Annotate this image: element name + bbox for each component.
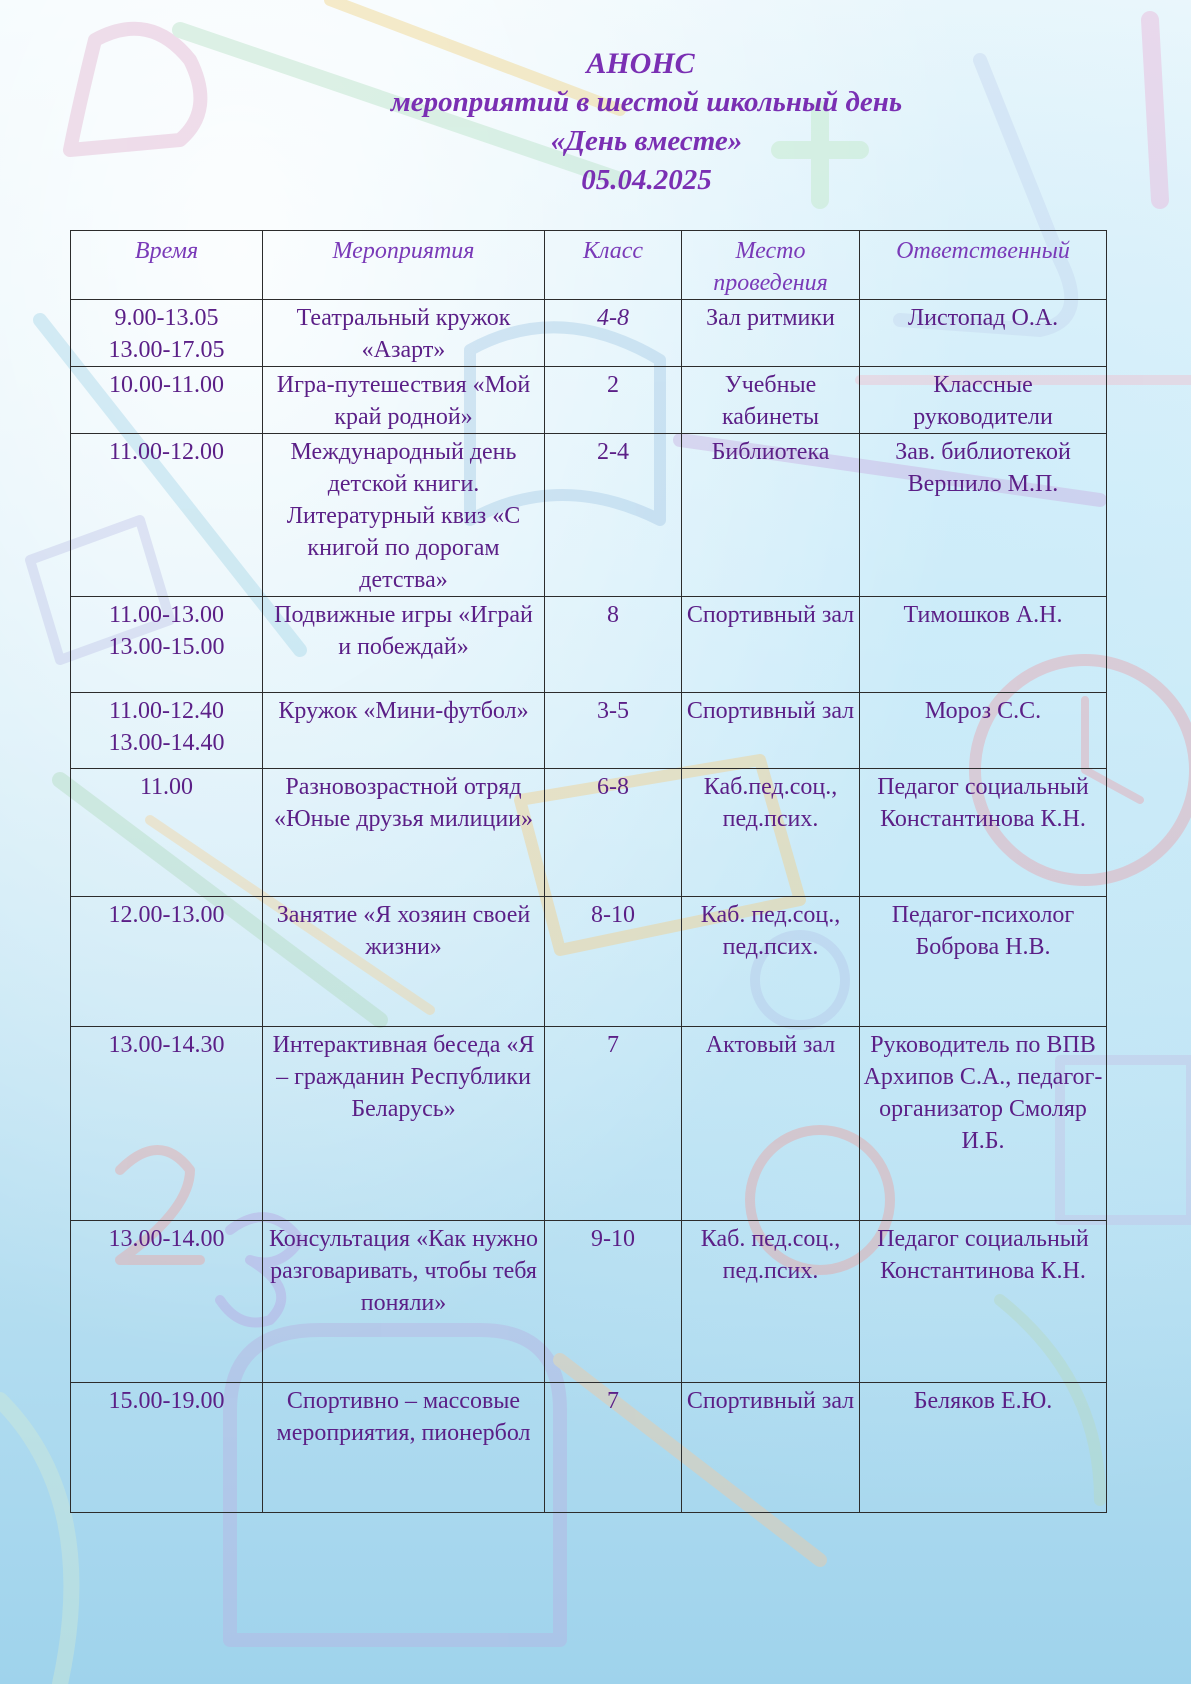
cell-responsible: Педагог социальный Константинова К.Н. (860, 769, 1107, 897)
cell-time: 11.00 (71, 769, 263, 897)
cell-event: Международный день детской книги. Литературный квиз «С книгой по дорогам детства» (263, 434, 545, 597)
cell-class: 3-5 (545, 693, 682, 769)
cell-time: 12.00-13.00 (71, 897, 263, 1027)
announcement-subtitle: мероприятий в шестой школьный день (390, 86, 903, 118)
table-row (71, 300, 1107, 367)
table-row (71, 367, 1107, 434)
cell-responsible: Листопад О.А. (860, 300, 1107, 367)
cell-time: 13.00-14.30 (71, 1027, 263, 1221)
cell-class: 2 (545, 367, 682, 434)
cell-event: Спортивно – массовые мероприятия, пионербол (263, 1383, 545, 1513)
cell-place: Каб. пед.соц., пед.псих. (682, 897, 860, 1027)
cell-class: 7 (545, 1383, 682, 1513)
cell-time: 9.00-13.05 13.00-17.05 (71, 300, 263, 367)
table-row (71, 897, 1107, 1027)
column-header-responsible: Ответственный (860, 231, 1107, 300)
cell-place: Спортивный зал (682, 693, 860, 769)
column-header-events: Мероприятия (263, 231, 545, 300)
cell-place: Библиотека (682, 434, 860, 597)
cell-place: Спортивный зал (682, 1383, 860, 1513)
table-row (71, 597, 1107, 693)
cell-place: Зал ритмики (682, 300, 860, 367)
cell-class: 7 (545, 1027, 682, 1221)
cell-event: Театральный кружок «Азарт» (263, 300, 545, 367)
cell-event: Занятие «Я хозяин своей жизни» (263, 897, 545, 1027)
table-row (71, 1383, 1107, 1513)
table-row (71, 769, 1107, 897)
cell-class: 4-8 (545, 300, 682, 367)
table-row (71, 1027, 1107, 1221)
document-header (0, 44, 1191, 200)
cell-event: Кружок «Мини-футбол» (263, 693, 545, 769)
schedule-table (70, 230, 1107, 1513)
cell-event: Разновозрастной отряд «Юные друзья милиции» (263, 769, 545, 897)
cell-place: Актовый зал (682, 1027, 860, 1221)
cell-time: 11.00-12.00 (71, 434, 263, 597)
cell-place: Каб. пед.соц., пед.псих. (682, 1221, 860, 1383)
table-row (71, 693, 1107, 769)
cell-time: 11.00-13.00 13.00-15.00 (71, 597, 263, 693)
cell-event: Консультация «Как нужно разговаривать, чтобы тебя поняли» (263, 1221, 545, 1383)
cell-responsible: Педагог-психолог Боброва Н.В. (860, 897, 1107, 1027)
cell-responsible: Классные руководители (860, 367, 1107, 434)
cell-event: Интерактивная беседа «Я – гражданин Республики Беларусь» (263, 1027, 545, 1221)
cell-place: Учебные кабинеты (682, 367, 860, 434)
cell-class: 8-10 (545, 897, 682, 1027)
cell-class: 2-4 (545, 434, 682, 597)
cell-responsible: Руководитель по ВПВ Архипов С.А., педагог-организатор Смоляр И.Б. (860, 1027, 1107, 1221)
cell-class: 9-10 (545, 1221, 682, 1383)
cell-event: Подвижные игры «Играй и побеждай» (263, 597, 545, 693)
cell-responsible: Беляков Е.Ю. (860, 1383, 1107, 1513)
cell-place: Спортивный зал (682, 597, 860, 693)
column-header-time: Время (71, 231, 263, 300)
cell-time: 15.00-19.00 (71, 1383, 263, 1513)
column-header-class: Класс (545, 231, 682, 300)
schedule-body (71, 300, 1107, 1513)
table-row (71, 1221, 1107, 1383)
cell-responsible: Мороз С.С. (860, 693, 1107, 769)
cell-class: 8 (545, 597, 682, 693)
cell-place: Каб.пед.соц., пед.псих. (682, 769, 860, 897)
cell-class: 6-8 (545, 769, 682, 897)
table-row (71, 434, 1107, 597)
cell-responsible: Зав. библиотекой Вершило М.П. (860, 434, 1107, 597)
cell-time: 10.00-11.00 (71, 367, 263, 434)
table-header-row (71, 231, 1107, 300)
cell-time: 11.00-12.40 13.00-14.40 (71, 693, 263, 769)
cell-time: 13.00-14.00 (71, 1221, 263, 1383)
event-date: 05.04.2025 (581, 164, 712, 196)
announcement-title: АНОНС (586, 47, 695, 80)
cell-event: Игра-путешествия «Мой край родной» (263, 367, 545, 434)
cell-responsible: Педагог социальный Константинова К.Н. (860, 1221, 1107, 1383)
cell-responsible: Тимошков А.Н. (860, 597, 1107, 693)
event-name: «День вместе» (550, 125, 743, 157)
column-header-place: Место проведения (682, 231, 860, 300)
